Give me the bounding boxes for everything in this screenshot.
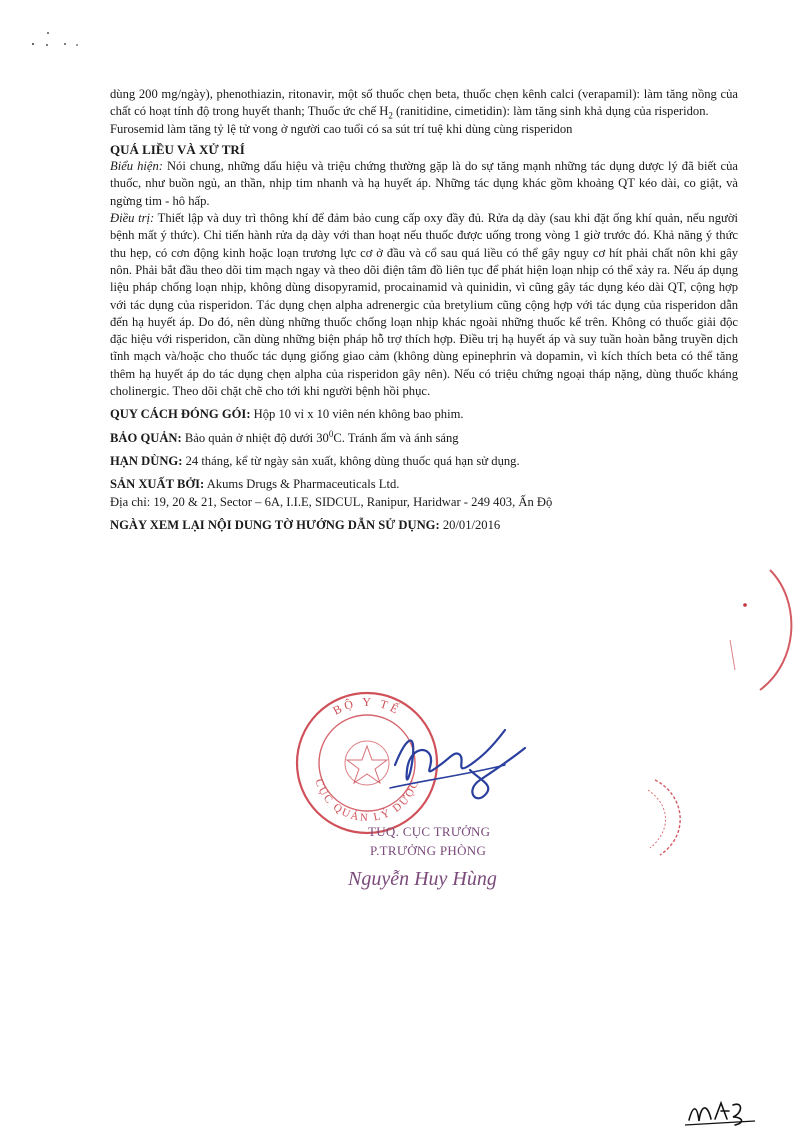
- signer-name: Nguyễn Huy Hùng: [348, 868, 497, 890]
- review-date-line: NGÀY XEM LẠI NỘI DUNG TỜ HƯỚNG DẪN SỬ DỤNG: 20/01/2016: [110, 517, 501, 532]
- expiry-line: HẠN DÙNG: 24 tháng, kể từ ngày sản xuất, không dùng thuốc quá hạn sử dụng.: [110, 453, 520, 468]
- storage-line: BẢO QUẢN: Bảo quản ở nhiệt độ dưới $30^0C$. Tránh ẩm và ánh sáng: [110, 428, 459, 445]
- document-body: [110, 86, 738, 534]
- signature-mark: [385, 710, 535, 810]
- treatment-paragraph: Điều trị: Thiết lập và duy trì thông khí để đảm bảo cung cấp oxy đầy đủ. Rửa dạ dày (sau khi đặt ống khí quản, nếu người bệnh mất ý thức). Chỉ tiến hành rửa dạ dày với than hoạt nếu thuốc được uống trong vòng 1 giờ trước đó. Khả năng ý thức thu hẹp, có cơn động kinh hoặc loạn trương lực cơ ở đầu và cổ sau quá liều có thể gây nguy cơ hít phải chất nôn khi gây nôn. Phải bắt đầu theo dõi tim mạch ngay và theo dõi điện tâm đồ liên tục để phát hiện loạn nhịp có thể xảy ra. Nếu áp dụng liệu pháp chống loạn nhịp, không dùng disopyramid, procainamid và quinidin, vì cũng gây tác dụng kéo dài QT, cộng hợp với tác dụng của risperidon. Tác dụng chẹn alpha adrenergic của bretylium cũng cộng hợp với tác dụng của risperidon dẫn đến hạ huyết áp. Do đó, nên dùng những thuốc chống loạn nhịp khác ngoài những thuốc kể trên. Không có thuốc giải độc đặc hiệu với risperidon, cần dùng những biện pháp hỗ trợ thích hợp. Điều trị hạ huyết áp và suy tuần hoàn bằng truyền dịch tĩnh mạch và/hoặc cho thuốc tác dụng giống giao cảm (không dùng epinephrin và dopamin, vì kích thích beta có thể tăng thêm hạ huyết áp do tác dụng chẹn alpha của risperidon gây nên). Nếu có triệu chứng ngoại tháp nặng, dùng thuốc kháng cholinergic. Theo dõi chặt chẽ cho tới khi người bệnh hồi phục.: [110, 211, 738, 399]
- overdose-heading: QUÁ LIỀU VÀ XỬ TRÍ: [110, 141, 245, 157]
- edge-seal-top: [700, 560, 800, 700]
- manufacturer-line: SẢN XUẤT BỞI: Akums Drugs & Pharmaceuticals Ltd.: [110, 477, 400, 492]
- svg-text:BỘ Y TẾ: BỘ Y TẾ: [330, 694, 404, 718]
- signs-label: Biểu hiện:: [110, 159, 163, 174]
- page-number-scribble: [685, 1095, 765, 1130]
- furosemid-paragraph: Furosemid làm tăng tỷ lệ tử vong ở người cao tuổi có sa sút trí tuệ khi dùng cùng risperidon: [110, 121, 573, 136]
- scan-specks: [0, 0, 90, 60]
- signs-paragraph: Biểu hiện: Nói chung, những dấu hiệu và triệu chứng thường gặp là do sự tăng mạnh những tác dụng dược lý đã biết của thuốc, như buồn ngủ, an thần, nhịp tim nhanh và hạ huyết áp. Những tác dụng khác gồm khoảng QT kéo dài, co giật, và ngừng tim - hô hấp.: [110, 159, 738, 208]
- authority-line-2: P.TRƯỞNG PHÒNG: [370, 843, 487, 858]
- authority-line-1: TUQ. CỤC TRƯỞNG: [368, 824, 491, 839]
- svg-text:CỤC QUẢN LÝ DƯỢC: CỤC QUẢN LÝ DƯỢC: [312, 777, 422, 825]
- treatment-label: Điều trị:: [110, 211, 155, 226]
- edge-seal-bottom: [640, 760, 700, 870]
- address-line: Địa chỉ: 19, 20 & 21, Sector – 6A, I.I.E, SIDCUL, Ranipur, Haridwar - 249 403, Ấn Độ: [110, 494, 553, 509]
- interactions-paragraph: dùng 200 mg/ngày), phenothiazin, ritonavir, một số thuốc chẹn beta, thuốc chẹn kênh calci (verapamil): làm tăng nồng của chất có hoạt tính độ trong huyết thanh; Thuốc ức chế $H_2$ (ranitidine, cimetidin): làm tăng sinh khả dụng của risperidon.: [110, 87, 738, 121]
- authority-block: [368, 822, 490, 860]
- packing-line: QUY CÁCH ĐÓNG GÓI: Hộp 10 vỉ x 10 viên nén không bao phim.: [110, 407, 464, 422]
